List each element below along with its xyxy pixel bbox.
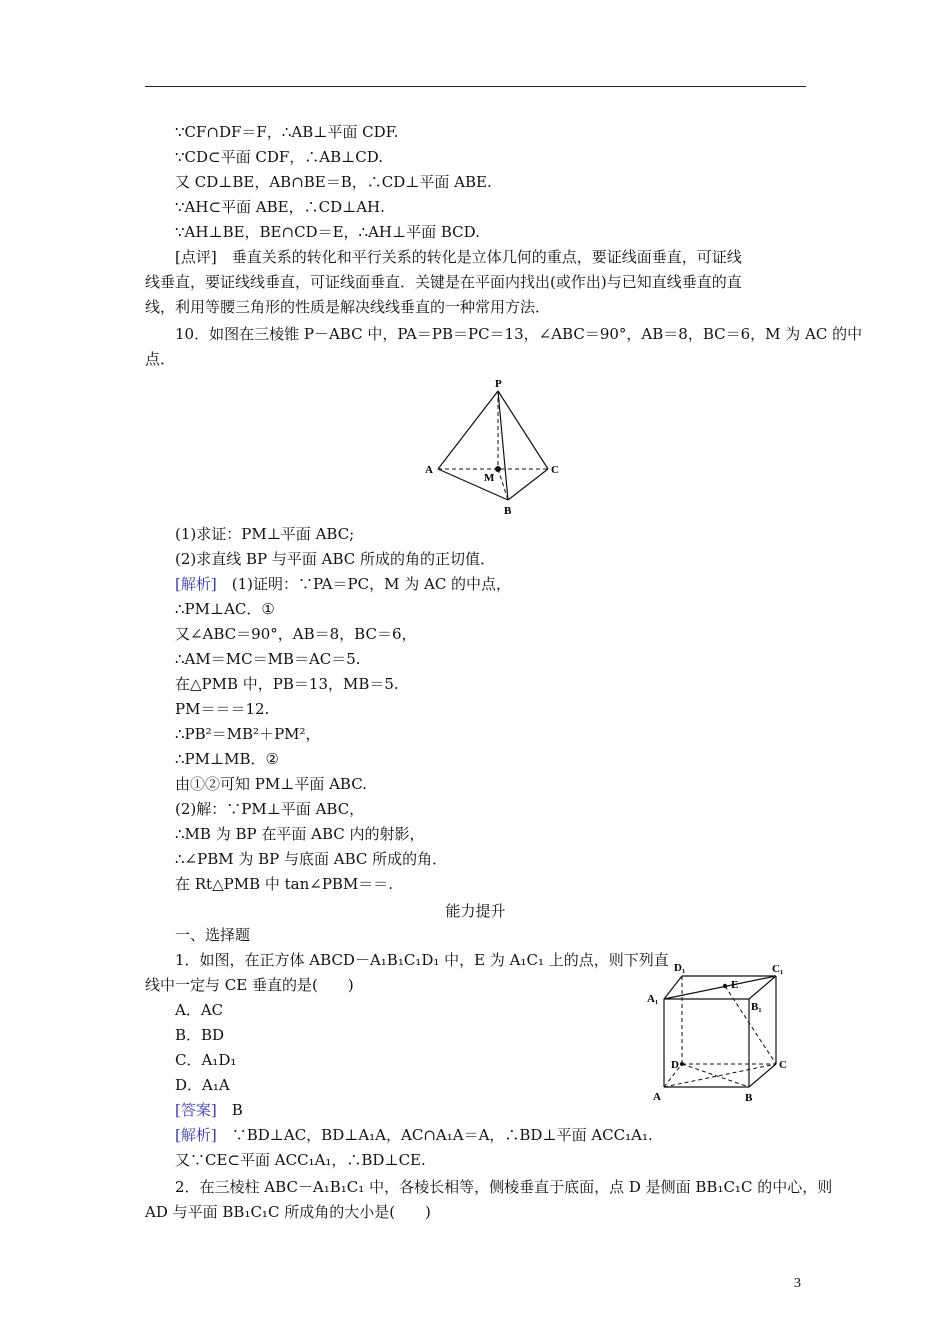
label-d1: D₁ <box>674 962 686 974</box>
problem-10-line: 10．如图在三棱锥 P－ABC 中，PA＝PB＝PC＝13，∠ABC＝90°，AB＝8，BC＝6，M 为 AC 的中 <box>175 325 863 343</box>
label-b: B <box>745 1092 753 1104</box>
text-line: ∵AH⊂平面 ABE，∴CD⊥AH. <box>175 198 385 216</box>
diag-bd <box>682 1064 749 1087</box>
solution-line: PM＝＝＝12. <box>175 700 270 718</box>
point-e <box>723 984 727 988</box>
option-d: D．A₁A <box>175 1076 230 1094</box>
edge-c1b1 <box>749 976 776 999</box>
label-e: E <box>731 979 739 991</box>
text-line: ∵CD⊂平面 CDF，∴AB⊥CD. <box>175 148 383 166</box>
page-number: 3 <box>794 1276 801 1291</box>
label-a: A <box>425 464 433 476</box>
edge-bc <box>508 469 548 500</box>
solution-line <box>175 1125 653 1145</box>
question-1: (1)求证：PM⊥平面 ABC; <box>175 525 355 543</box>
solution-text: ∵BD⊥AC，BD⊥A₁A，AC∩A₁A＝A，∴BD⊥平面 ACC₁A₁. <box>216 1126 653 1144</box>
sub-section-title: 一、选择题 <box>175 926 251 944</box>
label-a1: A₁ <box>647 993 659 1005</box>
answer-text: B <box>216 1101 243 1119</box>
label-b1: B₁ <box>751 1001 762 1013</box>
label-d: D <box>671 1059 679 1071</box>
solution-tag: [解析] <box>175 1126 217 1144</box>
comment-line: 线垂直，要证线线垂直，可证线面垂直．关键是在平面内找出(或作出)与已知直线垂直的直 <box>145 273 742 291</box>
problem-1-line: 1．如图，在正方体 ABCD－A₁B₁C₁D₁ 中，E 为 A₁C₁ 上的点，则下列直 <box>175 951 669 969</box>
edge-ab <box>438 469 508 500</box>
point-m <box>495 466 501 472</box>
section-title: 能力提升 <box>445 902 506 920</box>
option-a: A．AC <box>175 1001 224 1019</box>
edge-pc <box>498 391 548 469</box>
option-b: B．BD <box>175 1026 225 1044</box>
solution-tag: [解析] <box>175 575 217 593</box>
text-line: ∵CF∩DF＝F，∴AB⊥平面 CDF. <box>175 123 399 141</box>
cube-figure <box>645 958 795 1108</box>
edge-bc <box>749 1064 776 1087</box>
comment-line <box>175 247 742 267</box>
solution-line: 又∠ABC＝90°，AB＝8，BC＝6， <box>175 625 417 643</box>
label-p: P <box>495 378 502 390</box>
label-a: A <box>653 1091 661 1103</box>
solution-line: 在△PMB 中，PB＝13，MB＝5. <box>175 675 399 693</box>
problem-1-line: 线中一定与 CE 垂直的是( ) <box>145 976 354 994</box>
diag-ac <box>664 1064 776 1087</box>
comment-tag: [点评] <box>175 248 217 266</box>
label-c1: C₁ <box>772 963 784 975</box>
header-rule <box>145 86 806 87</box>
solution-line: 在 Rt△PMB 中 tan∠PBM＝＝. <box>175 875 394 893</box>
option-c: C．A₁D₁ <box>175 1051 237 1069</box>
pyramid-figure <box>420 375 570 520</box>
solution-line: ∴AM＝MC＝MB＝AC＝5. <box>175 650 361 668</box>
text-line: 又 CD⊥BE，AB∩BE＝B，∴CD⊥平面 ABE. <box>175 173 492 191</box>
edge-pa <box>438 391 498 469</box>
label-b: B <box>504 505 512 517</box>
text-line: ∵AH⊥BE，BE∩CD＝E，∴AH⊥平面 BCD. <box>175 223 480 241</box>
solution-line: ∴MB 为 BP 在平面 ABC 内的射影， <box>175 825 425 843</box>
solution-line: 又∵CE⊂平面 ACC₁A₁，∴BD⊥CE. <box>175 1151 426 1169</box>
solution-line: ∴PM⊥MB．② <box>175 750 279 768</box>
point-d <box>680 1062 684 1066</box>
problem-10-line: 点． <box>145 350 176 368</box>
solution-text: (1)证明：∵PA＝PC，M 为 AC 的中点， <box>216 575 512 593</box>
solution-line: ∴∠PBM 为 BP 与底面 ABC 所成的角． <box>175 850 448 868</box>
solution-line: 由①②可知 PM⊥平面 ABC. <box>175 775 367 793</box>
label-c: C <box>551 464 559 476</box>
answer-tag: [答案] <box>175 1101 217 1119</box>
problem-2-line: AD 与平面 BB₁C₁C 所成角的大小是( ) <box>145 1203 431 1221</box>
label-c: C <box>779 1059 787 1071</box>
answer-line <box>175 1100 243 1120</box>
diag-a1c1 <box>664 976 776 999</box>
comment-line: 线，利用等腰三角形的性质是解决线线垂直的一种常用方法． <box>145 298 551 316</box>
solution-line: (2)解：∵PM⊥平面 ABC， <box>175 800 365 818</box>
problem-2-line: 2．在三棱柱 ABC－A₁B₁C₁ 中，各棱长相等，侧棱垂直于底面，点 D 是侧面 BB₁C₁C 的中心，则 <box>175 1178 833 1196</box>
comment-text: 垂直关系的转化和平行关系的转化是立体几何的重点，要证线面垂直，可证线 <box>216 248 742 266</box>
question-2: (2)求直线 BP 与平面 ABC 所成的角的正切值． <box>175 550 496 568</box>
solution-line <box>175 574 511 594</box>
label-m: M <box>484 472 495 484</box>
solution-line: ∴PB²＝MB²＋PM²， <box>175 725 321 743</box>
solution-line: ∴PM⊥AC．① <box>175 600 275 618</box>
